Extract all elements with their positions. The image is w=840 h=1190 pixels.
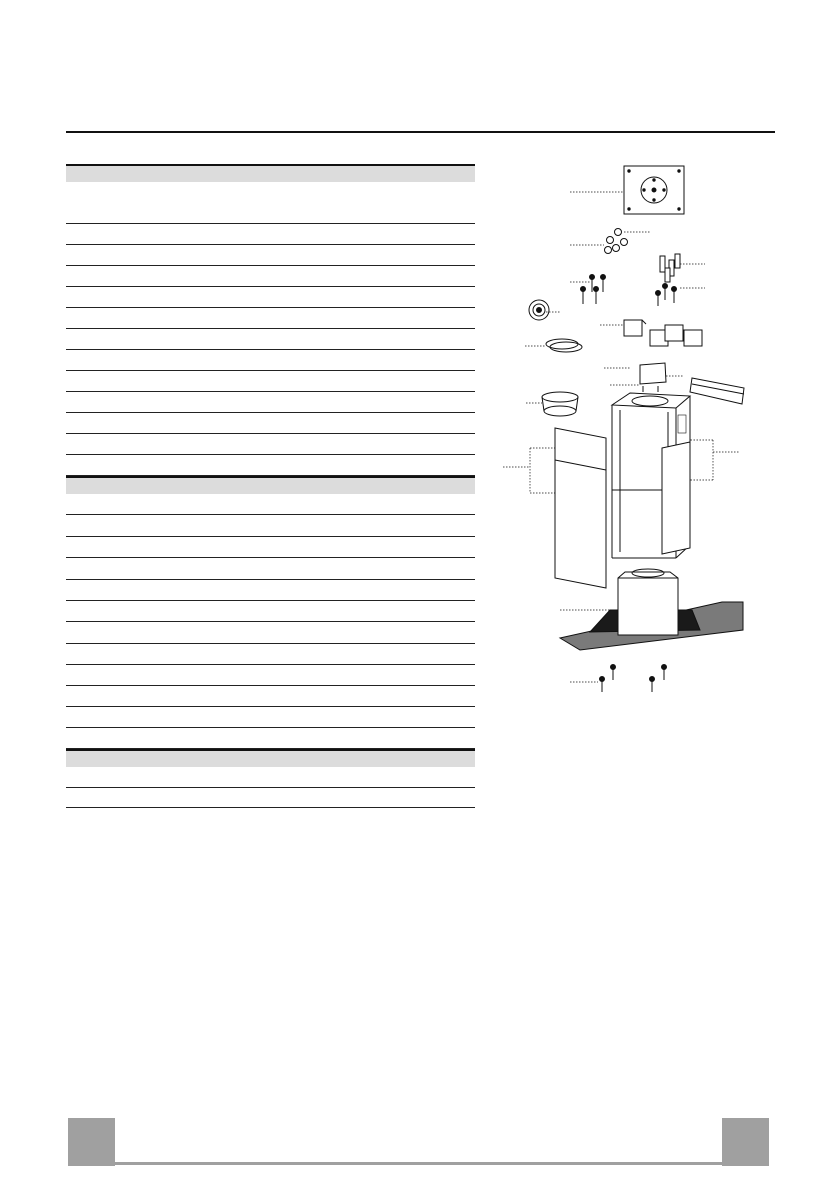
- table-row: [66, 707, 475, 728]
- chimney-front-panel: [555, 428, 606, 588]
- table-row: [66, 182, 475, 224]
- table-row: [66, 245, 475, 266]
- table-row: [66, 455, 475, 476]
- table-row: [66, 350, 475, 371]
- table-row: [66, 287, 475, 308]
- table-row: [66, 434, 475, 455]
- table-section: [66, 749, 475, 808]
- table-row: [66, 767, 475, 788]
- components-table: [66, 164, 475, 808]
- table-section: [66, 476, 475, 749]
- table-row: [66, 601, 475, 622]
- table-row: [66, 665, 475, 686]
- table-row: [66, 644, 475, 665]
- table-row: [66, 580, 475, 601]
- screws-group-b: [656, 284, 677, 307]
- table-row: [66, 558, 475, 580]
- hose-clamps: [546, 339, 582, 352]
- screws-group-c: [600, 665, 667, 693]
- deflector: [690, 378, 744, 404]
- header-rule: [66, 131, 775, 133]
- table-row: [66, 788, 475, 808]
- connector-plate: [640, 363, 666, 392]
- chimney-side-panel: [662, 442, 690, 554]
- table-row: [66, 537, 475, 558]
- screws-group-a: [581, 275, 606, 305]
- table-section: [66, 164, 475, 476]
- footer-page-tab-right: [722, 1118, 769, 1166]
- table-row: [66, 515, 475, 537]
- section-header-band: [66, 478, 475, 494]
- table-row: [66, 371, 475, 392]
- table-row: [66, 622, 475, 644]
- table-row: [66, 329, 475, 350]
- duct-adapter: [542, 392, 578, 416]
- table-row: [66, 413, 475, 434]
- ceiling-plate: [624, 166, 684, 214]
- footer-page-tab-left: [68, 1118, 115, 1166]
- table-row: [66, 224, 475, 245]
- footer-rule: [113, 1162, 725, 1165]
- table-row: [66, 728, 475, 749]
- section-header-band: [66, 166, 475, 182]
- table-row: [66, 686, 475, 707]
- table-row: [66, 494, 475, 515]
- wall-plugs: [660, 254, 680, 282]
- table-row: [66, 392, 475, 413]
- table-row: [66, 308, 475, 329]
- flexible-hose: [529, 300, 549, 320]
- mounting-brackets: [624, 320, 702, 346]
- exploded-parts-diagram: [500, 160, 760, 700]
- table-row: [66, 266, 475, 287]
- section-header-band: [66, 751, 475, 767]
